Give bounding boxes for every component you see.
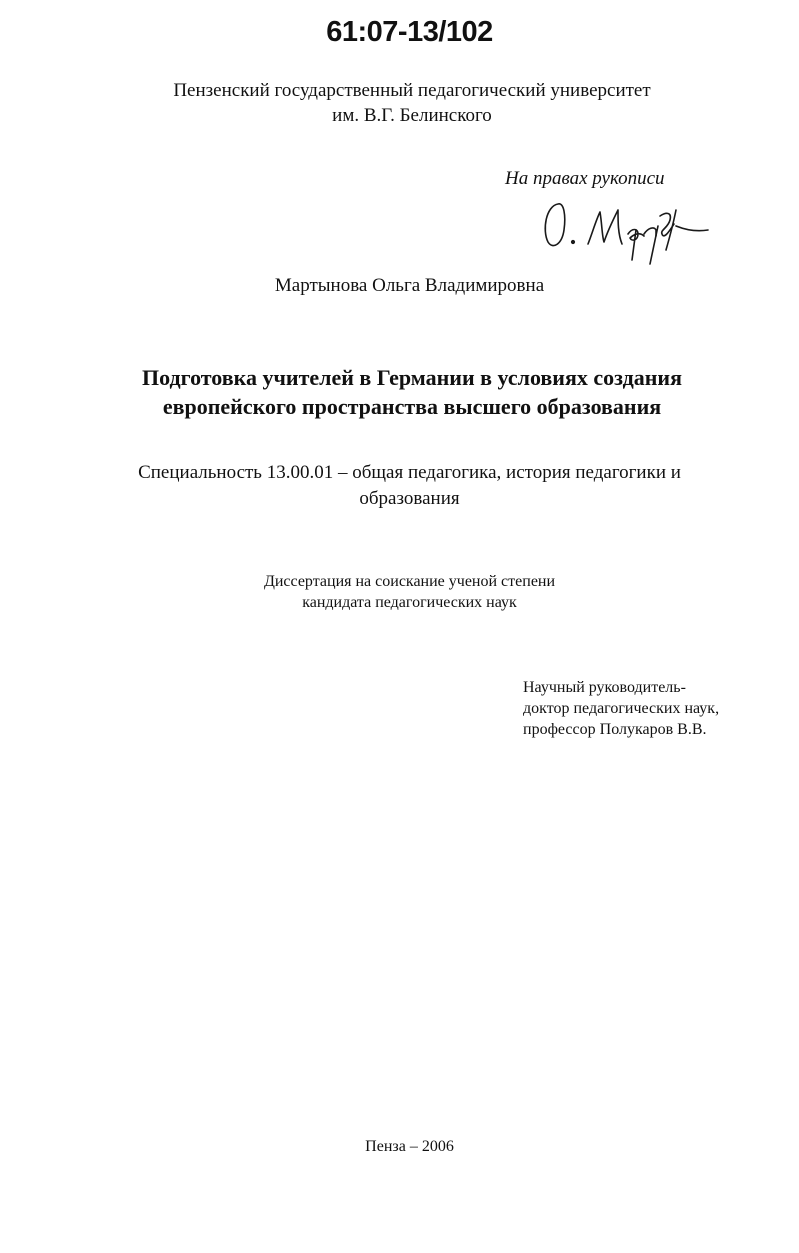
scientific-supervisor <box>523 677 719 740</box>
city-year: Пенза – 2006 <box>365 1138 454 1155</box>
author-signature <box>536 190 711 270</box>
degree-statement <box>0 571 799 613</box>
degree-line-1: Диссертация на соискание ученой степени <box>263 573 556 590</box>
archive-code: 61:07-13/102 <box>326 16 493 48</box>
title-line-2: европейского пространства высшего образования <box>162 394 662 419</box>
university-line-1: Пензенский государственный педагогический университет <box>173 80 651 101</box>
university-line-2: им. В.Г. Белинского <box>332 105 492 126</box>
dissertation-title <box>0 363 799 421</box>
degree-line-2: кандидата педагогических наук <box>302 594 517 611</box>
author-name: Мартынова Ольга Владимировна <box>274 275 545 296</box>
supervisor-line-1: Научный руководитель- <box>523 679 686 696</box>
supervisor-line-3: профессор Полукаров В.В. <box>523 721 707 738</box>
specialty-line-2: образования <box>359 488 460 509</box>
specialty-line-1: Специальность 13.00.01 – общая педагогика, история педагогики и <box>138 462 681 483</box>
supervisor-line-2: доктор педагогических наук, <box>523 700 720 717</box>
manuscript-rights-note: На правах рукописи <box>505 168 665 189</box>
title-line-1: Подготовка учителей в Германии в условиях создания <box>142 365 682 390</box>
university-name <box>0 78 799 128</box>
specialty <box>0 460 799 512</box>
